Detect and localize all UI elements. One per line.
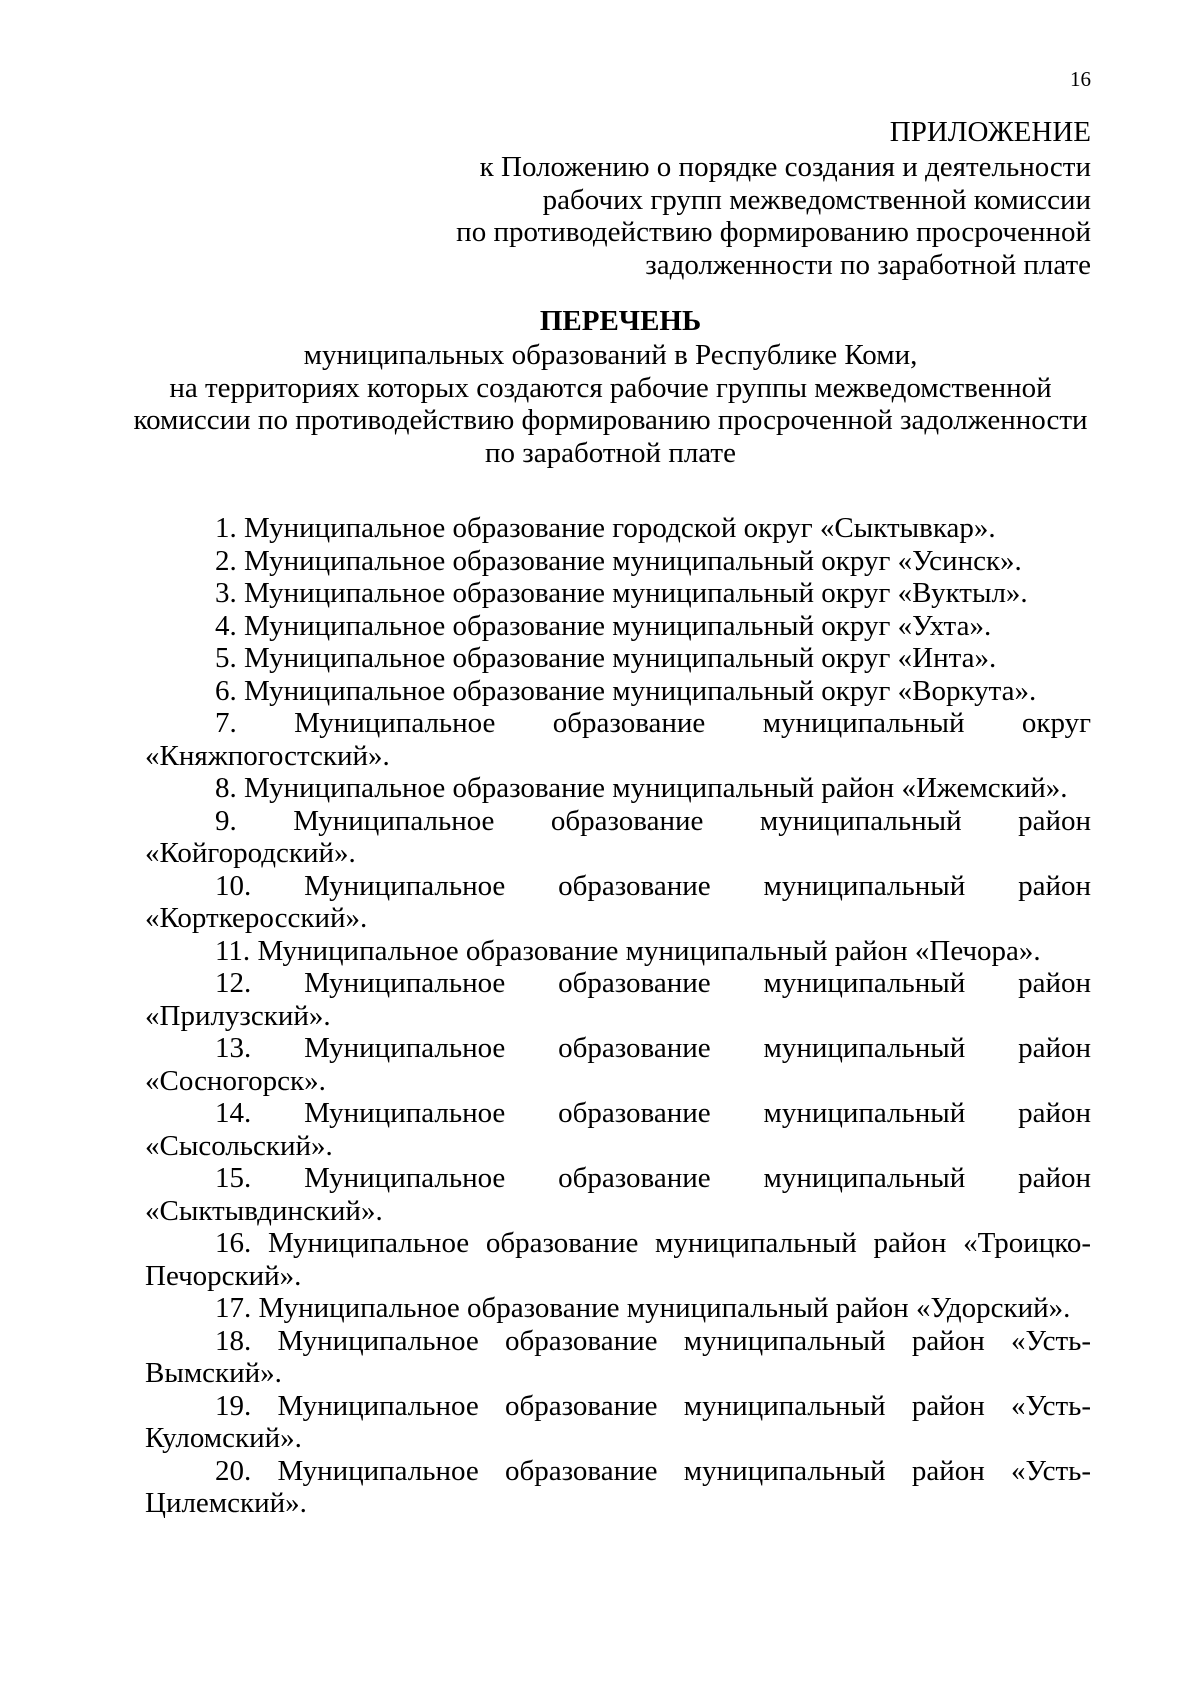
list-item: [145, 675, 1091, 708]
list-item-text: Муниципальное образование муниципальный район «Прилузский».: [145, 967, 1091, 1032]
list-item: [145, 642, 1091, 675]
annex-title: ПРИЛОЖЕНИЕ: [889, 116, 1091, 148]
list-item-text: Муниципальное образование муниципальный район «Корткеросский».: [145, 869, 1091, 934]
list-item-text: Муниципальное образование муниципальный округ «Княжпогостский».: [145, 707, 1091, 772]
document-heading: [130, 303, 1091, 469]
list-item: [145, 1292, 1091, 1325]
list-item-text: Муниципальное образование муниципальный округ «Ухта».: [244, 609, 992, 642]
list-item-number: 14.: [215, 1097, 252, 1129]
list-item-text: Муниципальное образование муниципальный район «Сосногорск».: [145, 1032, 1091, 1097]
list-item: [145, 512, 1091, 545]
list-item-text: Муниципальное образование муниципальный район «Троицко-Печорский».: [145, 1227, 1092, 1292]
list-item-text: Муниципальное образование муниципальный район «Усть-Цилемский».: [145, 1454, 1091, 1519]
list-item: [145, 610, 1091, 643]
list-item: [145, 1227, 1091, 1292]
list-item: [145, 707, 1091, 772]
list-item: [145, 545, 1091, 578]
list-item-text: Муниципальное образование муниципальный округ «Усинск».: [244, 544, 1022, 577]
list-item-text: Муниципальное образование муниципальный округ «Вуктыл».: [244, 577, 1028, 609]
list-item-text: Муниципальное образование муниципальный район «Сыктывдинский».: [145, 1162, 1091, 1227]
annex-line: по противодействию формированию просроченной: [456, 216, 1091, 248]
list-item-text: Муниципальное образование муниципальный округ «Инта».: [244, 642, 997, 674]
list-item-number: 16.: [215, 1227, 252, 1259]
annex-line: к Положению о порядке создания и деятельности: [479, 151, 1091, 183]
list-item-number: 5.: [215, 642, 237, 674]
annex-line: рабочих групп межведомственной комиссии: [542, 183, 1091, 216]
list-item: [145, 967, 1091, 1032]
list-item-text: Муниципальное образование муниципальный район «Сысольский».: [145, 1097, 1091, 1162]
list-item-text: Муниципальное образование муниципальный район «Печора».: [257, 934, 1041, 967]
annex-header: [130, 114, 1091, 281]
list-item-number: 20.: [215, 1454, 252, 1487]
list-item-number: 7.: [215, 707, 237, 739]
list-item: [145, 772, 1091, 805]
list-item: [145, 1162, 1091, 1227]
list-item-number: 1.: [215, 512, 237, 544]
list-item-text: Муниципальное образование городской округ «Сыктывкар».: [244, 512, 996, 544]
list-item: [145, 1325, 1091, 1390]
list-item-number: 3.: [215, 577, 237, 609]
heading-line: на территориях которых создаются рабочие группы межведомственной: [169, 371, 1052, 404]
list-item-text: Муниципальное образование муниципальный район «Ижемский».: [244, 772, 1068, 804]
list-item: [145, 577, 1091, 610]
list-item-number: 6.: [215, 674, 237, 707]
heading-line: муниципальных образований в Республике Коми,: [303, 339, 918, 371]
municipality-list: [145, 512, 1091, 1520]
list-item-number: 4.: [215, 609, 237, 642]
list-item-number: 2.: [215, 544, 237, 577]
list-item: [145, 1390, 1091, 1455]
list-item-number: 19.: [215, 1389, 252, 1422]
list-item-number: 13.: [215, 1032, 252, 1064]
document-title: ПЕРЕЧЕНЬ: [539, 305, 702, 337]
list-item: [145, 1097, 1091, 1162]
list-item-text: Муниципальное образование муниципальный район «Усть-Куломский».: [145, 1389, 1091, 1454]
list-item-number: 10.: [215, 869, 252, 902]
list-item-number: 11.: [215, 934, 251, 967]
list-item: [145, 1032, 1091, 1097]
list-item: [145, 935, 1091, 968]
list-item: [145, 805, 1091, 870]
heading-line: по заработной плате: [485, 436, 736, 469]
list-item-number: 12.: [215, 967, 252, 999]
list-item-text: Муниципальное образование муниципальный район «Койгородский».: [145, 804, 1091, 869]
annex-line: задолженности по заработной плате: [645, 248, 1091, 281]
list-item-number: 18.: [215, 1324, 252, 1357]
list-item-number: 9.: [215, 804, 237, 837]
list-item-number: 8.: [215, 772, 237, 804]
list-item-number: 15.: [215, 1162, 252, 1194]
heading-line: комиссии по противодействию формированию просроченной задолженности: [133, 404, 1088, 436]
list-item-number: 17.: [215, 1292, 252, 1324]
list-item-text: Муниципальное образование муниципальный округ «Воркута».: [244, 674, 1037, 707]
list-item: [145, 1455, 1091, 1520]
page-number: 16: [1070, 67, 1091, 91]
list-item: [145, 870, 1091, 935]
list-item-text: Муниципальное образование муниципальный район «Усть-Вымский».: [145, 1324, 1091, 1389]
list-item-text: Муниципальное образование муниципальный район «Удорский».: [258, 1292, 1071, 1324]
